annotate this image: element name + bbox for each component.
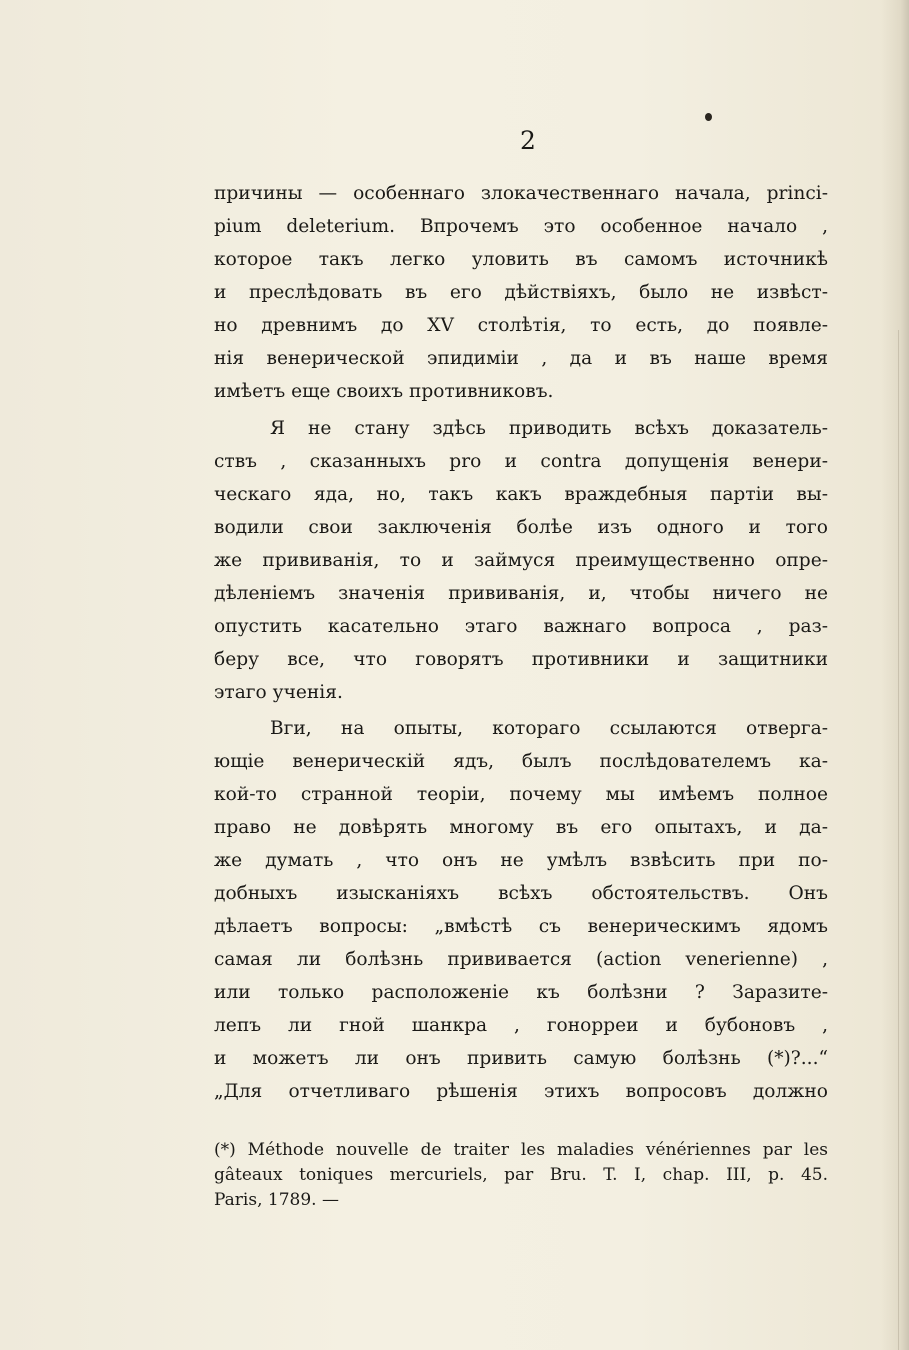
text-line: добныхъ изысканіяхъ всѣхъ обстоятельствъ. Онъ xyxy=(214,883,828,904)
text-line: pium deleterium. Впрочемъ это особенное начало , xyxy=(214,216,828,237)
page-number: 2 xyxy=(520,126,536,155)
text-line: имѣетъ еще своихъ противниковъ. xyxy=(214,381,554,402)
text-line: нія венерической эпидиміи , да и въ наше время xyxy=(214,348,828,369)
text-line: опустить касательно этаго важнаго вопроса , раз- xyxy=(214,616,828,637)
text-line: кой-то странной теоріи, почему мы имѣемъ полное xyxy=(214,784,828,805)
text-line: же прививанія, то и займуся преимущественно опре- xyxy=(214,550,828,571)
text-line: этаго ученія. xyxy=(214,682,343,703)
text-line: самая ли болѣзнь прививается (action venerienne) , xyxy=(214,949,828,970)
text-line: или только расположеніе къ болѣзни ? Заразите- xyxy=(214,982,828,1003)
text-line: Я не стану здѣсь приводить всѣхъ доказатель- xyxy=(270,418,828,439)
text-line: и преслѣдовать въ его дѣйствіяхъ, было не извѣст- xyxy=(214,282,828,303)
page-edge-shadow xyxy=(881,0,909,1350)
text-line: водили свои заключенія болѣе изъ одного и того xyxy=(214,517,828,538)
text-line: причины — особеннаго злокачественнаго начала, princi- xyxy=(214,183,828,204)
text-line: которое такъ легко уловить въ самомъ источникѣ xyxy=(214,249,828,270)
text-line: лепъ ли гной шанкра , гонорреи и бубоновъ , xyxy=(214,1015,828,1036)
footnote-line: gâteaux toniques mercuriels, par Bru. T. I, chap. III, p. 45. xyxy=(214,1165,828,1185)
text-line: Вги, на опыты, котораго ссылаются отверга- xyxy=(270,718,828,739)
text-line: же думать , что онъ не умѣлъ взвѣсить при по- xyxy=(214,850,828,871)
text-line: но древнимъ до XV столѣтія, то есть, до появле- xyxy=(214,315,828,336)
text-line: беру все, что говорятъ противники и защитники xyxy=(214,649,828,670)
text-line: дѣленіемъ значенія прививанія, и, чтобы ничего не xyxy=(214,583,828,604)
footnote-line: Paris, 1789. — xyxy=(214,1190,339,1210)
text-line: ческаго яда, но, такъ какъ враждебныя партіи вы- xyxy=(214,484,828,505)
page-edge-line xyxy=(898,330,899,1350)
text-line: дѣлаетъ вопросы: „вмѣстѣ съ венерическимъ ядомъ xyxy=(214,916,828,937)
text-line: ющіе венерическій ядъ, былъ послѣдователемъ ка- xyxy=(214,751,828,772)
ink-spot xyxy=(705,113,712,121)
text-line: право не довѣрять многому въ его опытахъ, и да- xyxy=(214,817,828,838)
text-line: и можетъ ли онъ привить самую болѣзнь (*)?...“ xyxy=(214,1048,828,1069)
text-line: „Для отчетливаго рѣшенія этихъ вопросовъ должно xyxy=(214,1081,828,1102)
text-line: ствъ , сказанныхъ pro и contra допущенія венери- xyxy=(214,451,828,472)
footnote-line: (*) Méthode nouvelle de traiter les maladies vénériennes par les xyxy=(214,1140,828,1160)
